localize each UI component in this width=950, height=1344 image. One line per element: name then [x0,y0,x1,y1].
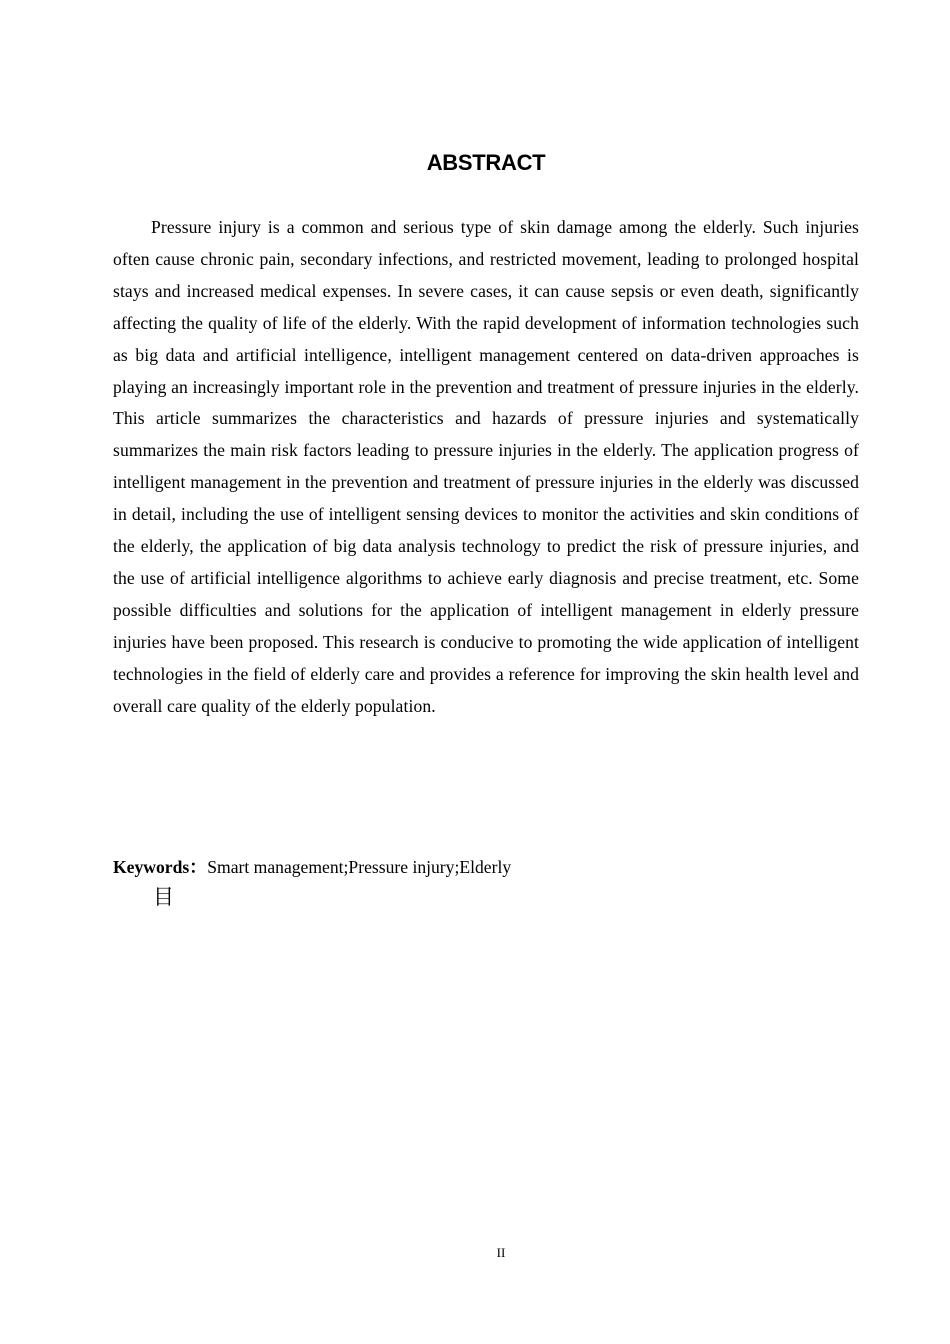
page-number: II [496,1245,506,1260]
toc-heading: 目 [153,885,174,909]
keywords-label: Keywords [113,857,190,877]
keywords-line [113,852,859,882]
abstract-paragraph: Pressure injury is a common and serious type of skin damage among the elderly. Such injuries often cause chronic pain, secondary infections, and restricted movement, leading to prolonged hospital stays and increased medical expenses. In severe cases, it can cause sepsis or even death, significantly affecting the quality of life of the elderly. With the rapid development of information technologies such as big data and artificial intelligence, intelligent management centered on data-driven approaches is playing an increasingly important role in the prevention and treatment of pressure injuries in the elderly. This article summarizes the characteristics and hazards of pressure injuries and systematically summarizes the main risk factors leading to pressure injuries in the elderly. The application progress of intelligent management in the prevention and treatment of pressure injuries in the elderly was discussed in detail, including the use of intelligent sensing devices to monitor the activities and skin conditions of the elderly, the application of big data analysis technology to predict the risk of pressure injuries, and the use of artificial intelligence algorithms to achieve early diagnosis and precise treatment, etc. Some possible difficulties and solutions for the application of intelligent management in elderly pressure injuries have been proposed. This research is conducive to promoting the wide application of intelligent technologies in the field of elderly care and provides a reference for improving the skin health level and overall care quality of the elderly population. [113,217,859,716]
keywords-separator: ： [189,857,207,877]
keywords-value: Smart management;Pressure injury;Elderly [207,857,512,877]
abstract-title: ABSTRACT [426,150,546,175]
